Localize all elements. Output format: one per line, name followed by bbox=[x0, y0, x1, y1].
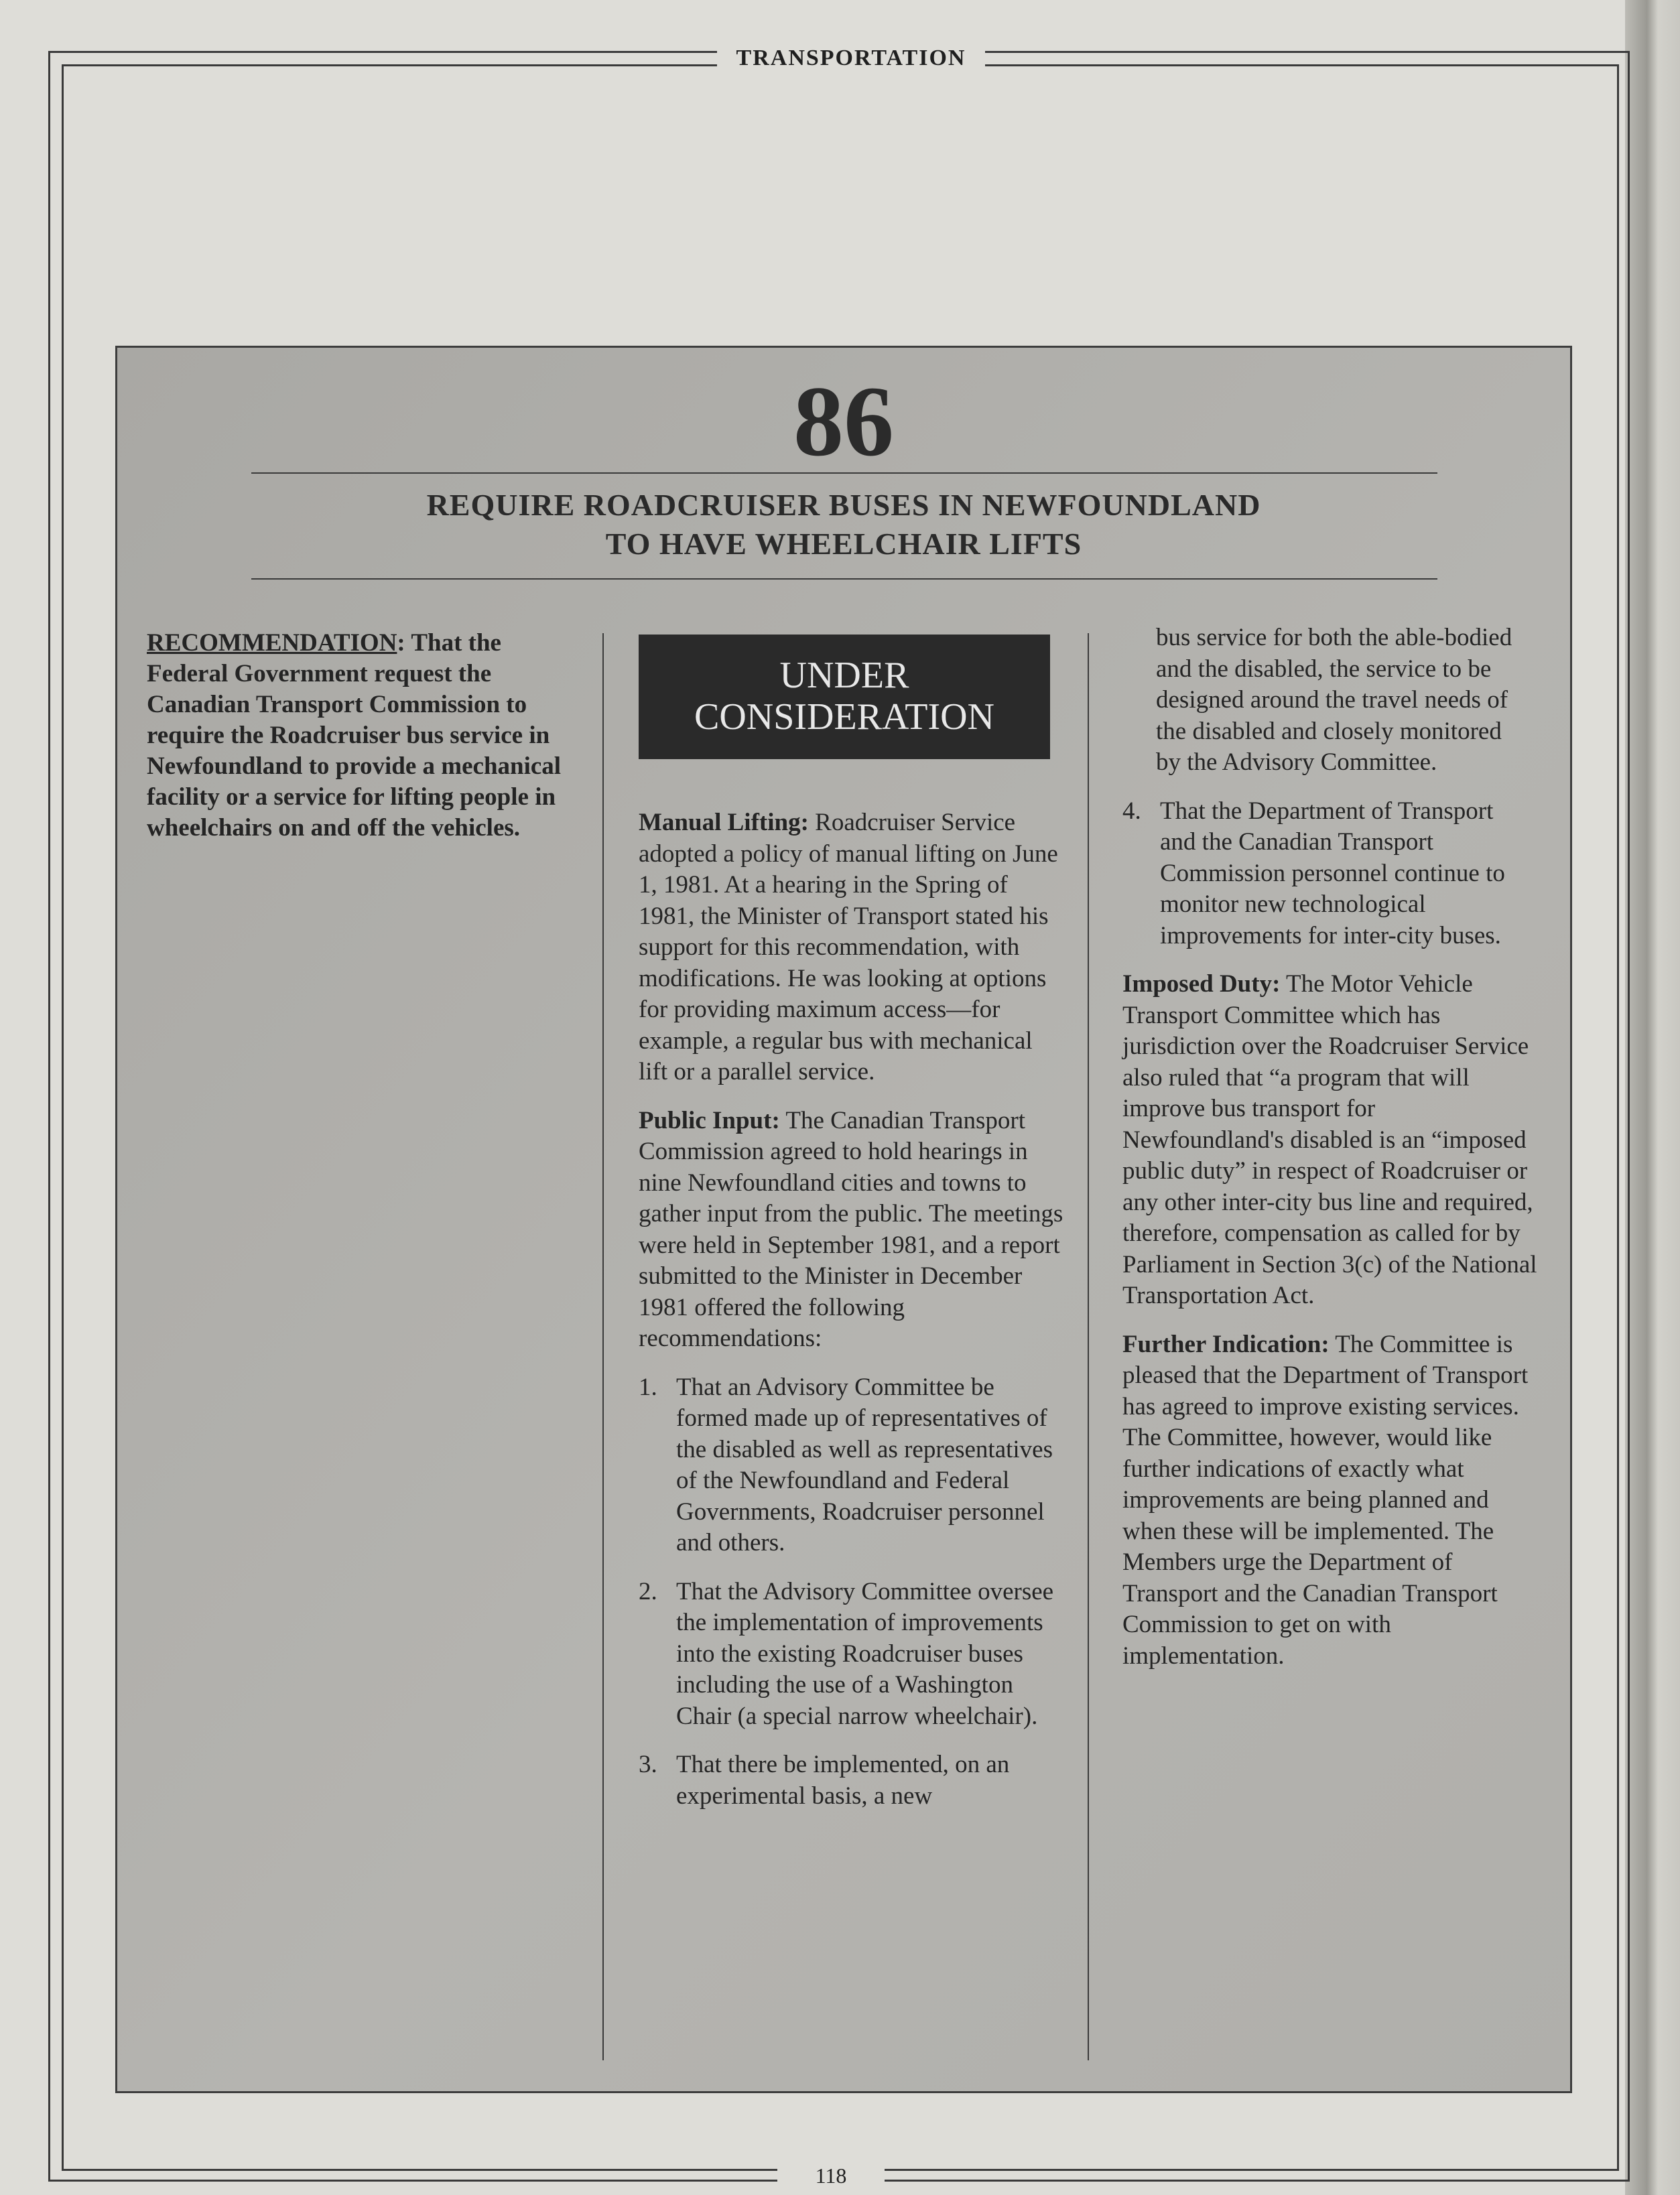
column-continued bbox=[1122, 622, 1659, 1689]
title-line-2: TO HAVE WHEELCHAIR LIFTS bbox=[605, 527, 1082, 561]
column-divider-left bbox=[602, 633, 604, 2060]
manual-lifting-paragraph bbox=[639, 807, 1068, 1088]
recommendation-body: : That the Federal Government request the Canadian Transport Commission to require the Roadcruiser bus service in Newfoundland to provide a mechanical facility or a service for lifting people in wheelchairs on and off the vehicles. bbox=[147, 629, 562, 842]
further-indication-text: The Committee is pleased that the Department of Transport has agreed to improve existing services. The Committee, however, would like further indications of exactly what improvements are being planned and when these will be implemented. The Members urge the Department of Transport and the Canadian Transport Commission to get on with implementation. bbox=[1122, 1330, 1529, 1670]
list-item bbox=[639, 1372, 1068, 1559]
further-indication-heading: Further Indication: bbox=[1122, 1330, 1330, 1358]
title-line-1: REQUIRE ROADCRUISER BUSES IN NEWFOUNDLAND bbox=[426, 488, 1261, 522]
manual-lifting-heading: Manual Lifting: bbox=[639, 809, 809, 836]
public-input-paragraph bbox=[639, 1106, 1068, 1355]
column-status bbox=[639, 612, 1068, 1829]
recommendation-number: 86 bbox=[793, 366, 894, 477]
status-badge bbox=[639, 635, 1050, 759]
list-item-text: That the Department of Transport and the Canadian Transport Commission personnel continue to monitor new technological improvements for inter-city buses. bbox=[1160, 797, 1505, 949]
list-item-text: That there be implemented, on an experimental basis, a new bbox=[676, 1751, 1010, 1810]
list-item bbox=[639, 1577, 1068, 1733]
public-input-heading: Public Input: bbox=[639, 1106, 780, 1134]
page-number: 118 bbox=[777, 2161, 885, 2190]
status-line-2: CONSIDERATION bbox=[694, 696, 994, 738]
status-line-1: UNDER bbox=[779, 655, 909, 696]
recommendation-title bbox=[117, 486, 1570, 563]
recommendation-panel bbox=[115, 346, 1572, 2093]
title-rule-top bbox=[251, 472, 1437, 474]
recommendation-label: RECOMMENDATION bbox=[147, 629, 397, 657]
imposed-duty-heading: Imposed Duty: bbox=[1122, 970, 1281, 998]
list-item-3-continuation: bus service for both the able-bodied and the disabled, the service to be designed around the travel needs of the disabled and closely monitored by the Advisory Committee. bbox=[1156, 624, 1512, 776]
list-item bbox=[1122, 796, 1525, 952]
imposed-duty-text: The Motor Vehicle Transport Committee which has jurisdiction over the Roadcruiser Service also ruled that “a program that will improve bus transport for Newfoundland's disabled is an “imposed public duty” in respect of Roadcruiser or any other inter-city bus line and required, therefore, compensation as called for by Parliament in Section 3(c) of the National Transportation Act. bbox=[1122, 970, 1537, 1309]
list-item-text: That an Advisory Committee be formed made up of representatives of the disabled as well as representatives of the Newfoundland and Federal Governments, Roadcruiser personnel and others. bbox=[676, 1373, 1053, 1556]
public-input-text: The Canadian Transport Commission agreed to hold hearings in nine Newfoundland cities and towns to gather input from the public. The meetings were held in September 1981, and a report submitted to the Minister in December 1981 offered the following recommendations: bbox=[639, 1106, 1063, 1352]
section-header: TRANSPORTATION bbox=[717, 42, 985, 75]
imposed-duty-paragraph bbox=[1122, 969, 1538, 1312]
column-recommendation bbox=[147, 628, 562, 844]
list-item-number: 3. bbox=[639, 1751, 657, 1778]
list-item-number: 4. bbox=[1122, 797, 1141, 825]
list-item-number: 2. bbox=[639, 1577, 657, 1605]
column-divider-right bbox=[1088, 633, 1089, 2060]
list-item-number: 1. bbox=[639, 1373, 657, 1401]
list-item-text: That the Advisory Committee oversee the implementation of improvements into the existing Roadcruiser buses including the use of a Washington Chair (a special narrow wheelchair). bbox=[676, 1577, 1054, 1730]
manual-lifting-text: Roadcruiser Service adopted a policy of manual lifting on June 1, 1981. At a hearing in the Spring of 1981, the Minister of Transport stated his support for this recommendation, with modifications. He was looking at options for providing maximum access—for example, a regular bus with mechanical lift or a parallel service. bbox=[639, 809, 1058, 1085]
further-indication-paragraph bbox=[1122, 1329, 1538, 1672]
list-item bbox=[639, 1749, 1068, 1812]
title-rule-bottom bbox=[251, 578, 1437, 580]
recommendation-text bbox=[147, 628, 562, 844]
